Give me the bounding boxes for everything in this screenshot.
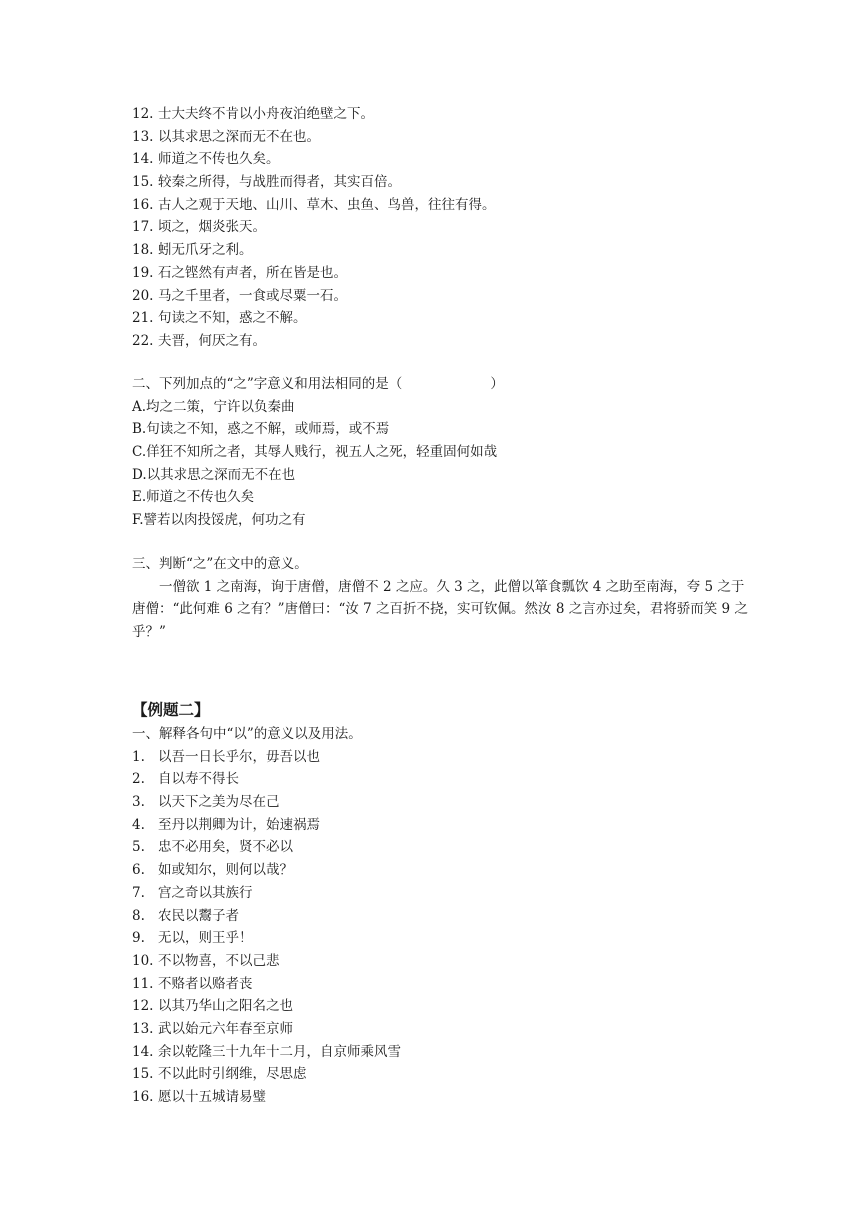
item-number: 17. xyxy=(132,219,154,236)
item-text: 如或知尔，则何以哉？ xyxy=(158,862,293,879)
example2-instruction: 一、解释各句中“以”的意义以及用法。 xyxy=(132,726,362,742)
list-item xyxy=(132,1086,750,1109)
item-text: 愿以十五城请易璧 xyxy=(158,1089,266,1105)
item-text: 古人之观于天地、山川、草木、虫鱼、鸟兽，往往有得。 xyxy=(158,196,496,213)
item-text: 不以此时引纲维，尽思虑 xyxy=(158,1066,307,1083)
section3 xyxy=(132,553,750,644)
list-item xyxy=(132,859,750,882)
item-number: 11. xyxy=(132,975,154,992)
item-number: 1. xyxy=(132,748,145,765)
item-text: 至丹以荆卿为计，始速祸焉 xyxy=(158,816,320,833)
item-text: 士大夫终不肯以小舟夜泊绝壁之下。 xyxy=(158,106,374,122)
item-number: 16. xyxy=(132,196,154,213)
list-item xyxy=(132,285,750,308)
list-item xyxy=(132,262,750,285)
list-item xyxy=(132,126,750,149)
item-number: 15. xyxy=(132,174,154,191)
item-text: 蚓无爪牙之利。 xyxy=(158,242,253,259)
item-text: 夫晋，何厌之有。 xyxy=(158,332,266,349)
option-d: D.以其求思之深而无不在也 xyxy=(132,466,296,483)
item-number: 21. xyxy=(132,310,154,327)
list-item xyxy=(132,307,750,330)
list-item xyxy=(132,1041,750,1064)
list-item xyxy=(132,927,750,950)
item-text: 自以寿不得长 xyxy=(158,771,239,788)
list-item xyxy=(132,791,750,814)
list-item xyxy=(132,1063,750,1086)
item-text: 顷之，烟炎张天。 xyxy=(158,219,266,236)
option-e: E.师道之不传也久矣 xyxy=(132,489,255,506)
item-number: 13. xyxy=(132,128,154,145)
item-number: 3. xyxy=(132,794,145,811)
item-text: 以其求思之深而无不在也。 xyxy=(158,128,320,145)
question-close: ） xyxy=(490,376,504,392)
item-number: 4. xyxy=(132,816,145,833)
item-text: 不以物喜，不以己悲 xyxy=(158,952,280,969)
question-stem xyxy=(132,373,750,396)
item-text: 马之千里者，一食或尽粟一石。 xyxy=(158,287,347,304)
item-number: 14. xyxy=(132,151,154,168)
item-text: 无以，则王乎！ xyxy=(158,930,253,947)
item-number: 5. xyxy=(132,839,145,856)
item-number: 13. xyxy=(132,1020,154,1037)
item-number: 15. xyxy=(132,1066,154,1083)
item-number: 20. xyxy=(132,287,154,304)
list-item xyxy=(132,330,750,353)
option-b: B.句读之不知，惑之不解，或师焉，或不焉 xyxy=(132,421,390,438)
section2 xyxy=(132,373,750,532)
item-text: 不赂者以赂者丧 xyxy=(158,975,253,992)
item-number: 7. xyxy=(132,884,145,901)
list-item xyxy=(132,148,750,171)
option-c: C.佯狂不知所之者，其辱人贱行，视五人之死，轻重固何如哉 xyxy=(132,444,498,461)
list-item xyxy=(132,768,750,791)
item-text: 师道之不传也久矣。 xyxy=(158,151,280,168)
item-text: 以吾一日长乎尔，毋吾以也 xyxy=(158,748,320,765)
item-number: 19. xyxy=(132,264,154,281)
list-item xyxy=(132,905,750,928)
item-number: 14. xyxy=(132,1043,154,1060)
item-number: 2. xyxy=(132,771,145,788)
item-text: 余以乾隆三十九年十二月，自京师乘风雪 xyxy=(158,1043,401,1060)
item-text: 武以始元六年春至京师 xyxy=(158,1020,293,1037)
item-number: 8. xyxy=(132,907,145,924)
option-f: F.譬若以肉投馁虎，何功之有 xyxy=(132,512,306,529)
item-number: 18. xyxy=(132,242,154,259)
section3-passage: 一僧欲 1 之南海，询于唐僧，唐僧不 2 之应。久 3 之，此僧以箪食瓢饮 4 之助至南海，夸 5 之于唐僧：“此何难 6 之有？”唐僧曰：“汝 7 之百折不挠，实可钦佩。然汝 8 之言亦过矣，君将骄而笑 9 之乎？” xyxy=(132,578,748,641)
item-text: 农民以鬻子者 xyxy=(158,907,239,924)
section1-list xyxy=(132,103,750,353)
item-number: 12. xyxy=(132,998,154,1015)
item-text: 以其乃华山之阳名之也 xyxy=(158,998,293,1015)
item-number: 10. xyxy=(132,952,154,969)
item-text: 句读之不知，惑之不解。 xyxy=(158,310,307,327)
section3-title: 三、判断“之”在文中的意义。 xyxy=(132,556,308,572)
item-number: 22. xyxy=(132,332,154,349)
option-a: A.均之二策，宁许以负秦曲 xyxy=(132,398,295,415)
list-item xyxy=(132,171,750,194)
item-number: 16. xyxy=(132,1089,154,1105)
list-item xyxy=(132,1018,750,1041)
list-item xyxy=(132,194,750,217)
list-item xyxy=(132,836,750,859)
item-text: 宫之奇以其族行 xyxy=(158,884,253,901)
list-item xyxy=(132,973,750,996)
list-item xyxy=(132,103,750,126)
list-item xyxy=(132,239,750,262)
example2 xyxy=(132,697,750,1109)
list-item xyxy=(132,950,750,973)
item-number: 9. xyxy=(132,930,145,947)
list-item xyxy=(132,216,750,239)
list-item xyxy=(132,995,750,1018)
item-text: 较秦之所得，与战胜而得者，其实百倍。 xyxy=(158,174,401,191)
item-text: 以天下之美为尽在己 xyxy=(158,794,280,811)
example2-heading: 【例题二】 xyxy=(132,700,210,719)
item-text: 忠不必用矣，贤不必以 xyxy=(158,839,293,856)
item-number: 6. xyxy=(132,862,145,879)
list-item xyxy=(132,814,750,837)
question-text: 二、下列加点的“之”字意义和用法相同的是（ xyxy=(132,376,403,392)
list-item xyxy=(132,746,750,769)
item-text: 石之铿然有声者，所在皆是也。 xyxy=(158,264,347,281)
list-item xyxy=(132,882,750,905)
item-number: 12. xyxy=(132,106,154,122)
